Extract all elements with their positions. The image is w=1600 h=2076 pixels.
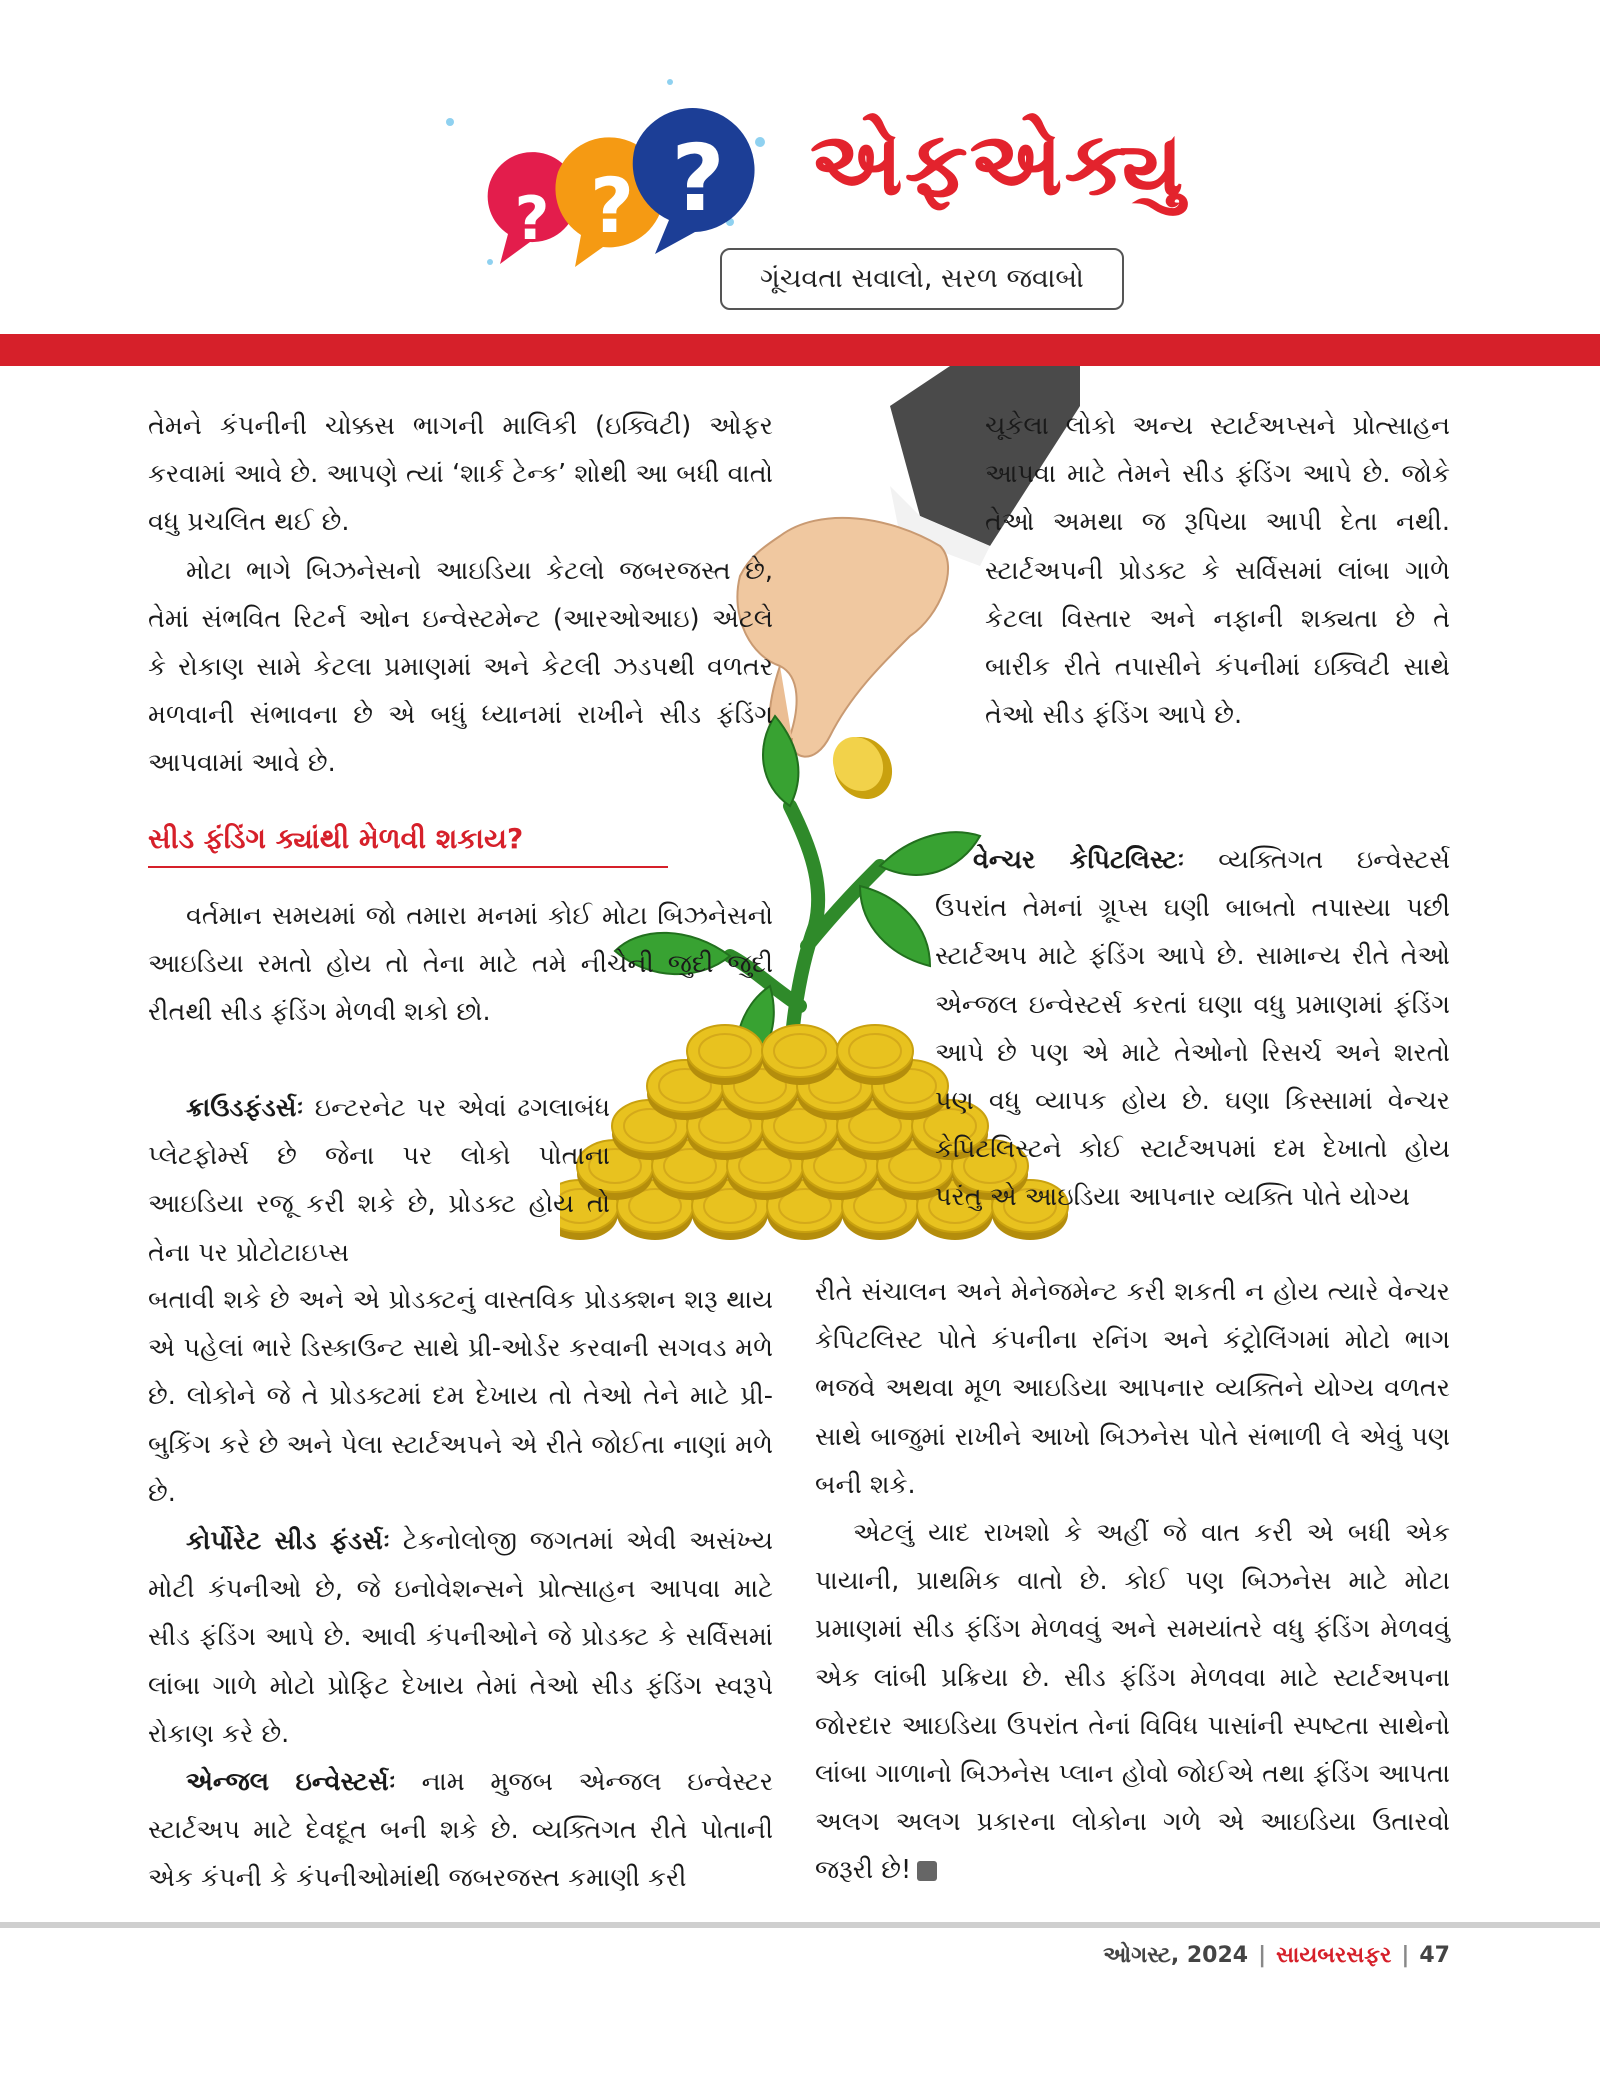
page-number: 47 — [1419, 1943, 1450, 1968]
leaf-right — [860, 886, 930, 966]
footer-date: ઓગસ્ટ, 2024 — [1103, 1943, 1249, 1968]
venture-text-b: રીતે સંચાલન અને મેનેજમેન્ટ કરી શકતી ન હોય ત્યારે વેન્ચર કેપિટલિસ્ટ પોતે કંપનીના રનિંગ અને કંટ્રોલિંગમાં મોટો ભાગ ભજવે અથવા મૂળ આઇડિયા આપનાર વ્યક્તિને યોગ્ય વળતર સાથે બાજુમાં રાખીને આખો બિઝનેસ પોતે સંભાળી લે એવું પણ બની શકે. — [815, 1277, 1450, 1500]
left-column-lower — [148, 1276, 773, 1903]
closing-paragraph: એટલું યાદ રાખશો કે અહીં જે વાત કરી એ બધી એક પાયાની, પ્રાથમિક વાતો છે. કોઈ પણ બિઝનેસ માટે મોટા પ્રમાણમાં સીડ ફંડિંગ મેળવવું અને સમયાંતરે વધુ ફંડિંગ મેળવવું એક લાંબી પ્રક્રિયા છે. સીડ ફંડિંગ મેળવવા માટે સ્ટાર્ટઅપના જોરદાર આઇડિયા ઉપરાંત તેનાં વિવિધ પાસાંની સ્પષ્ટતા સાથેનો લાંબા ગાળાનો બિઝનેસ પ્લાન હોવો જોઈએ તથા ફંડિંગ આપતા અલગ અલગ પ્રકારના લોકોના ગળે એ આઇડિયા ઉતારવો જરૂરી છે! — [815, 1518, 1450, 1886]
crowdfunders-text-b: બતાવી શકે છે અને એ પ્રોડક્ટનું વાસ્તવિક પ્રોડક્શન શરૂ થાય એ પહેલાં ભારે ડિસ્કાઉન્ટ સાથે પ્રી-ઓર્ડર કરવાની સગવડ મળે છે. લોકોને જે તે પ્રોડક્ટમાં દમ દેખાય તો તેઓ તેને માટે પ્રી-બુકિંગ કરે છે અને પેલા સ્ટાર્ટઅપને એ રીતે જોઈતા નાણાં મળે છે. — [148, 1285, 773, 1508]
end-mark-icon — [917, 1861, 937, 1881]
footer-separator-2: | — [1401, 1943, 1410, 1968]
footer-magazine: સાયબરસફર — [1276, 1943, 1392, 1968]
right-paragraph-1: ચૂકેલા લોકો અન્ય સ્ટાર્ટઅપ્સને પ્રોત્સાહન આપવા માટે તેમને સીડ ફંડિંગ આપે છે. જોકે તેઓ અમથા જ રૂપિયા આપી દેતા નથી. સ્ટાર્ટઅપની પ્રોડક્ટ કે સર્વિસમાં લાંબા ગાળે કેટલા વિસ્તાર અને નફાની શક્યતા છે તે બારીક રીતે તપાસીને કંપનીમાં ઇક્વિટી સાથે તેઓ સીડ ફંડિંગ આપે છે. — [985, 411, 1450, 731]
footer-rule — [0, 1922, 1600, 1928]
venture-lead: વેન્ચર કેપિટલિસ્ટઃ — [973, 845, 1185, 875]
corporate-lead: કોર્પોરેટ સીડ ફંડર્સઃ — [186, 1526, 391, 1557]
qmark-blue: ? — [671, 125, 725, 232]
section-heading: સીડ ફંડિંગ ક્યાંથી મેળવી શકાય? — [148, 822, 668, 868]
venture-block — [935, 836, 1450, 1222]
qmark-red: ? — [514, 184, 550, 254]
footer-separator-1: | — [1258, 1943, 1267, 1968]
crowdfunders-block — [148, 1084, 610, 1277]
falling-coin-icon — [823, 726, 903, 809]
right-column-top — [985, 402, 1450, 739]
crowdfunders-lead: ક્રાઉડફંડર્સઃ — [186, 1093, 304, 1123]
column-subtitle: ગૂંચવતા સવાલો, સરળ જવાબો — [720, 248, 1124, 310]
page-footer — [1103, 1943, 1450, 1968]
angel-text: નામ મુજબ એન્જલ ઇન્વેસ્ટર સ્ટાર્ટઅપ માટે દેવદૂત બની શકે છે. વ્યક્તિગત રીતે પોતાની એક કંપની કે કંપનીઓમાંથી જબરજસ્ત કમાણી કરી — [148, 1767, 774, 1894]
angel-lead: એન્જલ ઇન્વેસ્ટર્સઃ — [186, 1767, 396, 1798]
qmark-orange: ? — [589, 161, 635, 250]
right-column-lower — [815, 1268, 1450, 1895]
left-paragraph-3: વર્તમાન સમયમાં જો તમારા મનમાં કોઈ મોટા બિઝનેસનો આઇડિયા રમતો હોય તો તેના માટે તમે નીચેની જુદી જુદી રીતથી સીડ ફંડિંગ મેળવી શકો છો. — [148, 901, 773, 1028]
left-column-body — [148, 892, 773, 1037]
left-column-intro — [148, 402, 773, 788]
venture-text-a: વ્યક્તિગત ઇન્વેસ્ટર્સ ઉપરાંત તેમનાં ગ્રૂપ્સ ઘણી બાબતો તપાસ્યા પછી સ્ટાર્ટઅપ માટે ફંડિંગ આપે છે. સામાન્ય રીતે તેઓ એન્જલ ઇન્વેસ્ટર્સ કરતાં ઘણા વધુ પ્રમાણમાં ફંડિંગ આપે છે પણ એ માટે તેઓનો રિસર્ચ અને શરતો પણ વધુ વ્યાપક હોય છે. ઘણા કિસ્સામાં વેન્ચર કેપિટલિસ્ટને કોઈ સ્ટાર્ટઅપમાં દમ દેખાતો હોય પરંતુ એ આઇડિયા આપનાર વ્યક્તિ પોતે યોગ્ય — [935, 845, 1451, 1213]
header-divider-band — [0, 334, 1600, 366]
column-title: એફએક્યુ — [810, 112, 1186, 215]
left-paragraph-1: તેમને કંપનીની ચોક્કસ ભાગની માલિકી (ઇક્વિટી) ઓફર કરવામાં આવે છે. આપણે ત્યાં ‘શાર્ક ટેન્ક’ શોથી આ બધી વાતો વધુ પ્રચલિત થઈ છે. — [148, 411, 773, 538]
left-paragraph-2: મોટા ભાગે બિઝનેસનો આઇડિયા કેટલો જબરજસ્ત છે, તેમાં સંભવિત રિટર્ન ઓન ઇન્વેસ્ટમેન્ટ (આરઓઆઇ) એટલે કે રોકાણ સામે કેટલા પ્રમાણમાં અને કેટલી ઝડપથી વળતર મળવાની સંભાવના છે એ બધું ધ્યાનમાં રાખીને સીડ ફંડિંગ આપવામાં આવે છે. — [148, 555, 773, 779]
corporate-text: ટેકનોલોજી જગતમાં એવી અસંખ્ય મોટી કંપનીઓ છે, જે ઇનોવેશન્સને પ્રોત્સાહન આપવા માટે સીડ ફંડિંગ આપે છે. આવી કંપનીઓને જે પ્રોડક્ટ કે સર્વિસમાં લાંબા ગાળે મોટો પ્રોફિટ દેખાય તેમાં તેઓ સીડ ફંડિંગ સ્વરૂપે રોકાણ કરે છે. — [148, 1526, 773, 1749]
crowdfunders-text-a: ઇન્ટરનેટ પર એવાં ઢગલાબંધ પ્લેટફોર્મ્સ છે જેના પર લોકો પોતાના આઇડિયા રજૂ કરી શકે છે, પ્રોડક્ટ હોય તો તેના પર પ્રોટોટાઇપ્સ — [148, 1093, 611, 1268]
